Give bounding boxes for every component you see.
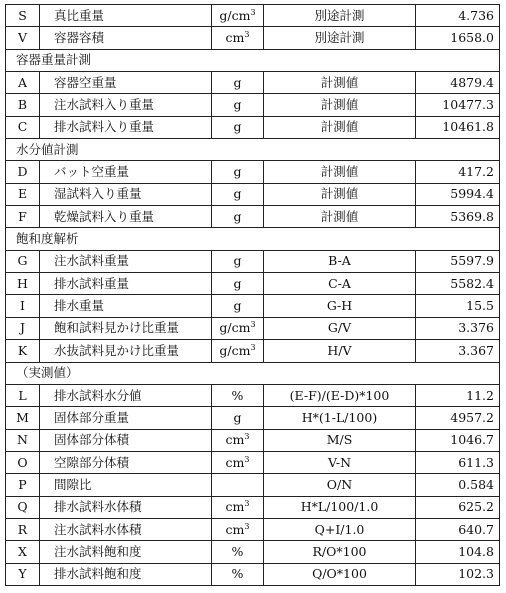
row-symbol: I (6, 295, 40, 317)
row-quantity-name: 排水試料水体積 (40, 496, 212, 518)
table-row (6, 116, 500, 138)
row-unit (212, 496, 264, 518)
table-row (6, 340, 500, 362)
row-value: 15.5 (416, 295, 500, 317)
row-symbol: P (6, 474, 40, 496)
table-row (6, 72, 500, 94)
unit-text: g (233, 186, 242, 202)
row-method: C-A (264, 273, 416, 295)
unit-text: % (231, 387, 244, 403)
row-unit (212, 273, 264, 295)
row-value: 102.3 (416, 563, 500, 585)
table-row (6, 295, 500, 317)
row-value: 611.3 (416, 451, 500, 473)
row-unit (212, 451, 264, 473)
row-quantity-name: 排水試料重量 (40, 273, 212, 295)
unit-text: g (233, 74, 242, 90)
table-row (6, 496, 500, 518)
unit-exponent: 3 (250, 342, 256, 352)
row-symbol: K (6, 340, 40, 362)
row-symbol: J (6, 317, 40, 339)
row-unit (212, 295, 264, 317)
section-header-row (6, 228, 500, 250)
unit-exponent: 3 (244, 432, 250, 442)
row-quantity-name: 水抜試料見かけ比重量 (40, 340, 212, 362)
row-quantity-name: 注水試料水体積 (40, 518, 212, 540)
unit-text: cm (225, 499, 245, 515)
row-method: V-N (264, 451, 416, 473)
row-unit (212, 5, 264, 27)
row-value: 640.7 (416, 518, 500, 540)
unit-text: g (233, 409, 242, 425)
row-unit (212, 116, 264, 138)
row-unit (212, 206, 264, 228)
table-row (6, 183, 500, 205)
row-value: 5369.8 (416, 206, 500, 228)
row-symbol: D (6, 161, 40, 183)
row-value: 11.2 (416, 384, 500, 406)
table-row (6, 518, 500, 540)
row-method: 計測値 (264, 116, 416, 138)
row-value: 3.376 (416, 317, 500, 339)
row-symbol: Y (6, 563, 40, 585)
row-method: H/V (264, 340, 416, 362)
row-method: 別途計測 (264, 5, 416, 27)
section-header-row (6, 362, 500, 384)
row-method: H*L/100/1.0 (264, 496, 416, 518)
saturation-analysis-table (5, 4, 500, 586)
row-symbol: E (6, 183, 40, 205)
row-symbol: N (6, 429, 40, 451)
unit-exponent: 3 (244, 30, 250, 40)
row-quantity-name: 容器容積 (40, 27, 212, 49)
unit-exponent: 3 (244, 521, 250, 531)
row-quantity-name: バット空重量 (40, 161, 212, 183)
row-method: 計測値 (264, 206, 416, 228)
row-method: 計測値 (264, 94, 416, 116)
row-unit (212, 407, 264, 429)
row-value: 5582.4 (416, 273, 500, 295)
row-method: B-A (264, 250, 416, 272)
unit-text: g/cm (219, 342, 251, 358)
row-quantity-name: 容器空重量 (40, 72, 212, 94)
unit-text: g (233, 119, 242, 135)
unit-text: cm (225, 521, 245, 537)
section-label: （実測値） (6, 362, 500, 384)
row-method: M/S (264, 429, 416, 451)
row-method: 別途計測 (264, 27, 416, 49)
row-value: 1658.0 (416, 27, 500, 49)
row-symbol: L (6, 384, 40, 406)
table-row (6, 407, 500, 429)
row-value: 104.8 (416, 541, 500, 563)
unit-text: cm (225, 454, 245, 470)
unit-text: g (233, 253, 242, 269)
row-unit (212, 563, 264, 585)
row-symbol: B (6, 94, 40, 116)
row-method: (E-F)/(E-D)*100 (264, 384, 416, 406)
row-method: 計測値 (264, 72, 416, 94)
row-unit (212, 161, 264, 183)
row-quantity-name: 排水試料飽和度 (40, 563, 212, 585)
row-method: H*(1-L/100) (264, 407, 416, 429)
row-quantity-name: 乾燥試料入り重量 (40, 206, 212, 228)
row-unit (212, 340, 264, 362)
row-symbol: R (6, 518, 40, 540)
section-header-row (6, 49, 500, 71)
table-row (6, 317, 500, 339)
unit-text: % (231, 566, 244, 582)
row-unit (212, 429, 264, 451)
row-symbol: O (6, 451, 40, 473)
row-value: 5994.4 (416, 183, 500, 205)
row-value: 625.2 (416, 496, 500, 518)
row-unit (212, 27, 264, 49)
row-quantity-name: 注水試料入り重量 (40, 94, 212, 116)
row-value: 3.367 (416, 340, 500, 362)
unit-exponent: 3 (250, 7, 256, 17)
row-unit (212, 384, 264, 406)
row-quantity-name: 湿試料入り重量 (40, 183, 212, 205)
table-row (6, 429, 500, 451)
row-method: G-H (264, 295, 416, 317)
table-row (6, 250, 500, 272)
row-unit (212, 518, 264, 540)
unit-exponent: 3 (244, 499, 250, 509)
unit-text: g/cm (219, 320, 251, 336)
row-value: 10461.8 (416, 116, 500, 138)
row-symbol: Q (6, 496, 40, 518)
row-symbol: M (6, 407, 40, 429)
row-quantity-name: 真比重量 (40, 5, 212, 27)
row-quantity-name: 排水試料入り重量 (40, 116, 212, 138)
row-unit (212, 250, 264, 272)
row-value: 5597.9 (416, 250, 500, 272)
row-method: 計測値 (264, 183, 416, 205)
table-row (6, 474, 500, 496)
row-quantity-name: 飽和試料見かけ比重量 (40, 317, 212, 339)
row-value: 4879.4 (416, 72, 500, 94)
row-quantity-name: 排水重量 (40, 295, 212, 317)
row-method: G/V (264, 317, 416, 339)
row-unit (212, 94, 264, 116)
unit-text: g (233, 97, 242, 113)
unit-text: g (233, 275, 242, 291)
row-value: 10477.3 (416, 94, 500, 116)
row-method: Q/O*100 (264, 563, 416, 585)
row-quantity-name: 排水試料水分値 (40, 384, 212, 406)
section-label: 飽和度解析 (6, 228, 500, 250)
row-unit (212, 317, 264, 339)
row-quantity-name: 固体部分重量 (40, 407, 212, 429)
table-row (6, 206, 500, 228)
unit-exponent: 3 (244, 454, 250, 464)
unit-text: % (231, 543, 244, 559)
table-row (6, 563, 500, 585)
row-symbol: H (6, 273, 40, 295)
unit-text: cm (225, 432, 245, 448)
row-value: 1046.7 (416, 429, 500, 451)
section-label: 水分値計測 (6, 139, 500, 161)
row-quantity-name: 空隙部分体積 (40, 451, 212, 473)
unit-text: g (233, 164, 242, 180)
unit-text: g (233, 298, 242, 314)
unit-text: g/cm (219, 7, 251, 23)
row-method: R/O*100 (264, 541, 416, 563)
row-method: Q+I/1.0 (264, 518, 416, 540)
row-method: 計測値 (264, 161, 416, 183)
table-row (6, 451, 500, 473)
table-row (6, 94, 500, 116)
table-row (6, 273, 500, 295)
row-value: 4.736 (416, 5, 500, 27)
row-symbol: X (6, 541, 40, 563)
section-header-row (6, 139, 500, 161)
unit-text: g (233, 208, 242, 224)
row-value: 417.2 (416, 161, 500, 183)
section-label: 容器重量計測 (6, 49, 500, 71)
table-row (6, 384, 500, 406)
row-symbol: S (6, 5, 40, 27)
table-row (6, 27, 500, 49)
row-symbol: F (6, 206, 40, 228)
table-row (6, 5, 500, 27)
row-symbol: V (6, 27, 40, 49)
row-symbol: C (6, 116, 40, 138)
row-quantity-name: 注水試料重量 (40, 250, 212, 272)
table-body (6, 5, 500, 586)
row-quantity-name: 固体部分体積 (40, 429, 212, 451)
row-unit (212, 474, 264, 496)
row-quantity-name: 注水試料飽和度 (40, 541, 212, 563)
table-row (6, 161, 500, 183)
row-value: 4957.2 (416, 407, 500, 429)
row-unit (212, 541, 264, 563)
row-symbol: A (6, 72, 40, 94)
row-unit (212, 72, 264, 94)
table-row (6, 541, 500, 563)
row-quantity-name: 間隙比 (40, 474, 212, 496)
unit-text: cm (225, 30, 245, 46)
row-method: O/N (264, 474, 416, 496)
row-value: 0.584 (416, 474, 500, 496)
unit-exponent: 3 (250, 320, 256, 330)
row-symbol: G (6, 250, 40, 272)
row-unit (212, 183, 264, 205)
